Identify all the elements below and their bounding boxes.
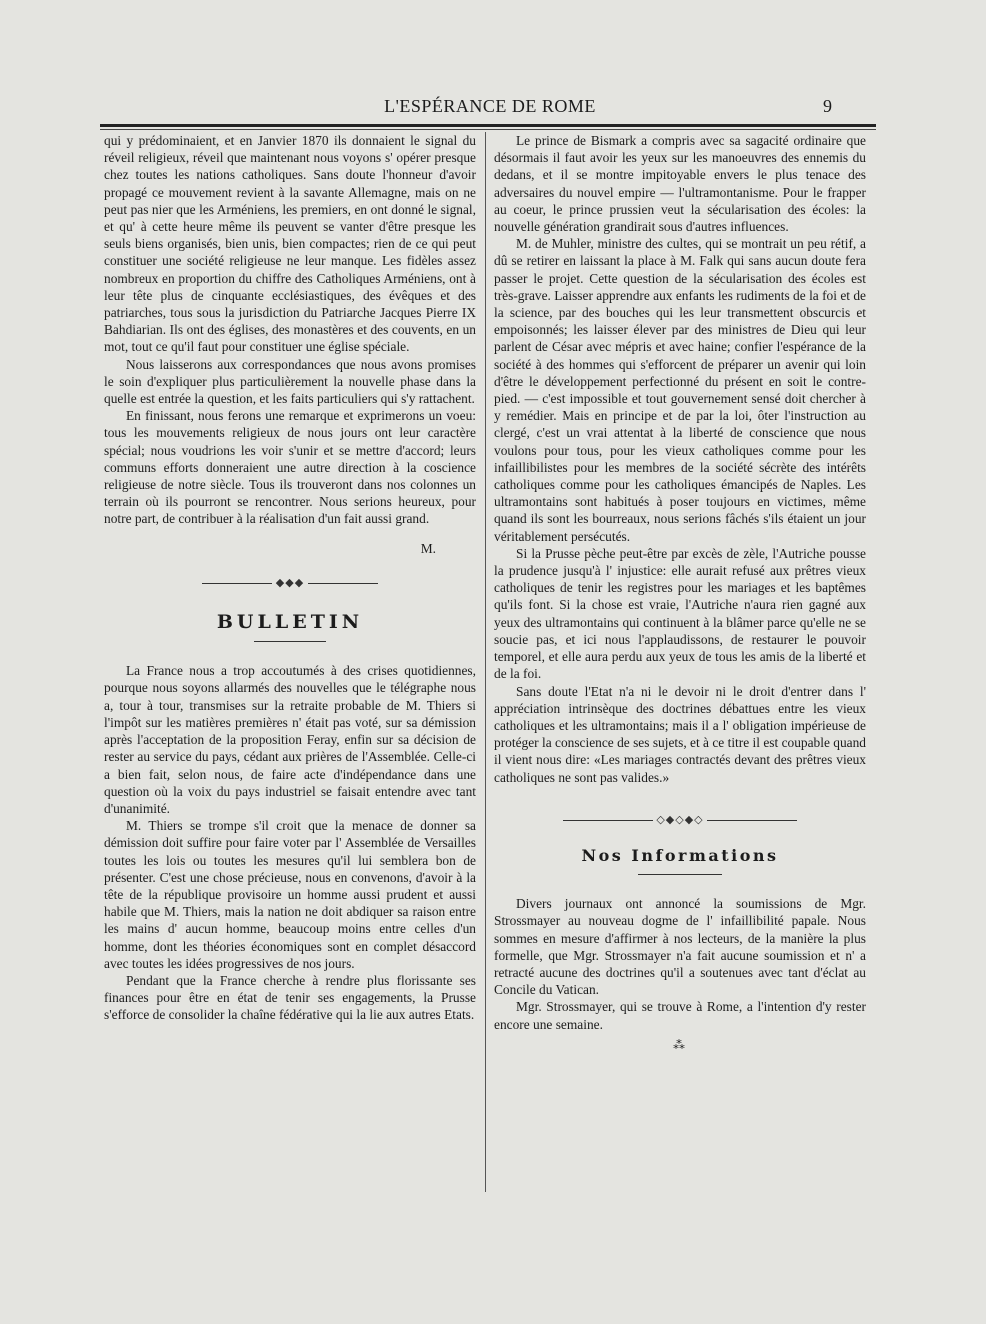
infos-heading: Nos Informations xyxy=(581,845,779,865)
newspaper-title: L'ESPÉRANCE DE ROME xyxy=(384,96,596,116)
article-paragraph: Sans doute l'Etat n'a ni le devoir ni le droit d'entrer dans l' appréciation intrinsèque des doctrines débattues entre les vieux catholiques et les ultramontains; mais il a l' obligation impérieuse de protéger la conscience de ses sujets, et à ce titre il est coupable quand il vient nous dire: «Les mariages contractés devant des prêtres vieux catholiques ne sont pas valides.» xyxy=(494,683,866,785)
article-paragraph: Si la Prusse pèche peut-être par excès de zèle, l'Autriche pousse la prudence jusqu'à l' injustice: elle aurait refusé aux prêtres vieux catholiques de tenir les registres pour les mariages et les baptêmes qu'ils font. Si la chose est vraie, l'Autriche n'aura rien gagné aux yeux des ultramontains qui continuent à la blâmer parce qu'elle ne se soucie pas, et ici nous l'applaudissons, de restaurer le pouvoir temporel, et elle aura perdu aux yeux de tous les amis de la liberté et de la foi. xyxy=(494,545,866,682)
article-paragraph: qui y prédominaient, et en Janvier 1870 ils donnaient le signal du réveil religieux, réveil que maintenant nous voyons s' opérer presque chez toutes les nations catholiques. Sans doute l'honneur d'avoir propagé ce mouvement revient à la savante Allemagne, mais on ne peut pas nier que les Arméniens, les premiers, en ont donné le signal, et qu' à cette heure même ils peuvent se vanter d'être presque les seuls biens organisés, bien unis, bien compactes; rien de ce qui peut constituer une société religieuse ne leur manque. Les fidèles assez nombreux en proportion du chiffre des Catholiques Arméniens, ont à leur tête plus de cinquante ecclésiastiques, des évêques et des patriarches, tous sous la jurisdiction du Patriarche Jacques Pierre IX Bahdiarian. Ils ont des églises, des monastères et des couvents, en un mot, tout ce qu'il faut pour constituer une église spéciale. xyxy=(104,133,476,355)
left-column xyxy=(104,132,476,1024)
infos-paragraph: Mgr. Strossmayer, qui se trouve à Rome, a l'intention d'y rester encore une semaine. xyxy=(494,999,866,1032)
header-rule-thin xyxy=(100,129,876,130)
bulletin-heading: BULLETIN xyxy=(216,611,364,634)
heading-underline xyxy=(254,641,326,642)
column-divider xyxy=(485,132,486,1192)
article-paragraph: M. de Muhler, ministre des cultes, qui se montrait un peu rétif, a dû se retirer en laissant la place à M. Falk qui sans aucun doute fera passer le projet. Cette question de la sécularisation des écoles est très-grave. Laisser apprendre aux enfants les rudiments de la foi et de la science, par des bouches qui les leur transmettent obscurcis et empoisonnés; les laisser élever par des ministres de Dieu qui leur parlent de César avec mépris et avec haine; confier l'espérance de la société à des hommes qui s'efforcent de préparer un avenir qui loin d'être le développement perfectionné du présent en soit le contre-pied. — c'est impossible et tout gouvernement sensé doit chercher à y remédier. Mais en principe et de par la loi, ôter l'instruction au clergé, c'est un vrai attentat à la liberté de conscience que nous voulons pour tous, pour les vieux catholiques comme pour les infaillibilistes pour les membres de la société sécrète des intérêts catholiques comme pour les catholiques émancipés de Naples. Les ultramontains sont habitués à poser toujours en victimes, même quand ils sont les bourreaux, nous serions fâchés s'ils étaient un jour véritablement persécutés. xyxy=(494,236,866,544)
infos-paragraph: Divers journaux ont annoncé la soumissions de Mgr. Strossmayer au nouveau dogme de l' infaillibilité papale. Nous sommes en mesure d'affirmer à nos lecteurs, de la manière la plus formelle, que Mgr. Strossmayer n'a fait aucune soumission et n' a retracté aucune des doctrines qu'il a soutenues avec tant d'éclat au Concile du Vatican. xyxy=(494,896,866,998)
section-ornament: ◆◆◆ xyxy=(104,575,476,592)
right-column xyxy=(494,132,866,1054)
heading-underline xyxy=(638,874,722,875)
header-rule-thick xyxy=(100,124,876,127)
article-paragraph: Nous laisserons aux correspondances que nous avons promises le soin d'expliquer plus particulièrement la nouvelle phase dans la quelle est entrée la question, et les faits particuliers qui s'y rattachent. xyxy=(104,356,476,407)
page-header xyxy=(100,96,880,122)
bulletin-paragraph: La France nous a trop accoutumés à des crises quotidiennes, pourque nous soyons allarmés des nouvelles que le télégraphe nous a, tour à tour, transmises sur la retraite probable de M. Thiers si l'impôt sur les matières premières n' était pas voté, sur sa démission après l'acceptation de la proposition Feray, enfin sur sa décision de rester au service du pays, cédant aux prières de l'Assemblée. Celle-ci a bien fait, selon nous, de faire acte d'indépendance dans une question où la voix du pays industriel se faisait entendre avec tant d'unanimité. xyxy=(104,663,476,816)
article-paragraph: Le prince de Bismark a compris avec sa sagacité ordinaire que désormais il faut avoir les yeux sur les manoeuvres des ennemis du dedans, et il se montre impitoyable envers le plus tenace des adversaires du nouvel empire — l'ultramontanisme. Pour le frapper au coeur, le prince prussien veut la sécularisation des écoles: la nouvelle génération grandirait sous d'autres influences. xyxy=(494,133,866,235)
article-paragraph: En finissant, nous ferons une remarque et exprimerons un voeu: tous les mouvements religieux de nous jours ont leur caractère spécial; nous voudrions les voir s'unir et se mettre d'accord; leurs communs efforts donneraient une autre direction à la coscience religieuse de notre siècle. Tous ils trouveront dans nos colonnes un terrain où ils pourront se rencontrer. Nous serions heureux, pour notre part, de contribuer à la réalisation d'un fait aussi grand. xyxy=(104,408,476,527)
bulletin-paragraph: Pendant que la France cherche à rendre plus florissante ses finances pour être en état de tenir ses engagements, la Prusse s'efforce de consolider la chaîne fédérative qui la lie aux autres Etats. xyxy=(104,972,476,1023)
article-signature: M. xyxy=(420,540,436,556)
asterism-separator: ⁂ xyxy=(673,1037,687,1052)
bulletin-paragraph: M. Thiers se trompe s'il croit que la menace de donner sa démission doit suffire pour faire voter par l' Assemblée de Versailles toutes les lois ou toutes les mesures qu'il lui semblera bon de présenter. C'est une chose précieuse, nous en convenons, d'avoir à la tête de la république provisoire un homme aussi prudent et aussi habile que M. Thiers, mais la nation ne doit abdiquer sa raison entre les mains d' aucun homme, beaucoup moins entre celles d'un homme, dont les théories économiques sont en complet désaccord avec toutes les idées progressives de nos jours. xyxy=(104,818,476,971)
page-number: 9 xyxy=(823,96,832,116)
section-ornament: ◇◆◇◆◇ xyxy=(494,812,866,829)
